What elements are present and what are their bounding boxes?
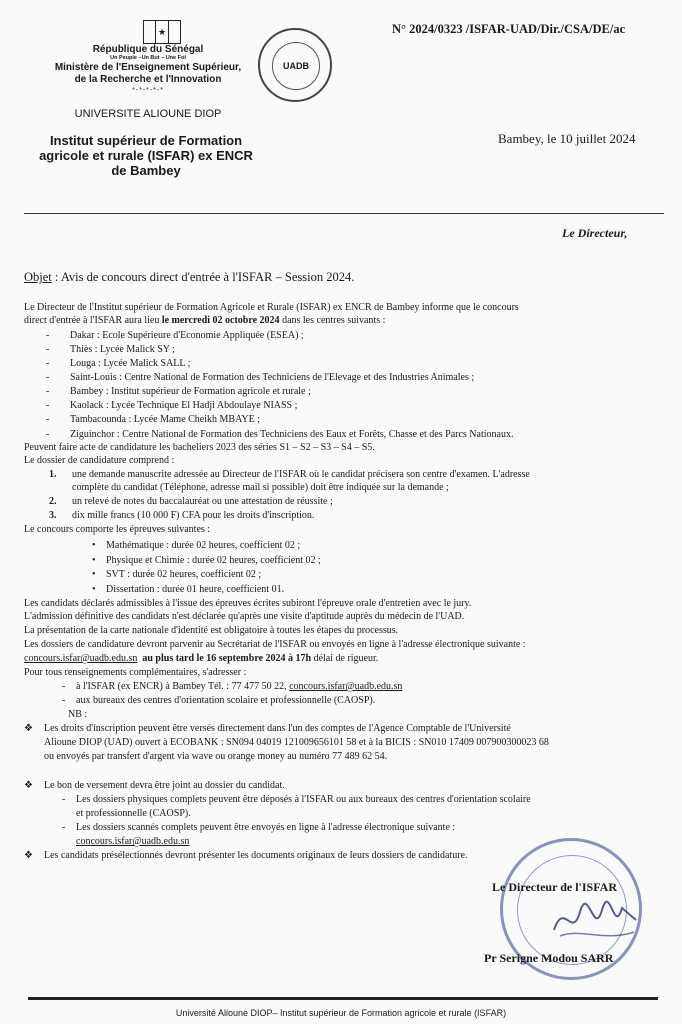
handwritten-signature <box>550 890 640 950</box>
ministry-name: Ministère de l'Enseignement Supérieur, de la Recherche et l'Innovation <box>54 62 242 85</box>
paragraph-deadline: concours.isfar@uadb.edu.sn au plus tard le 16 septembre 2024 à 17h délai de rigueur. <box>24 653 379 664</box>
signatory-name: Pr Serigne Modou SARR <box>484 951 614 965</box>
dossier-item: un relevé de notes du baccalauréat ou une attestation de réussite ; <box>72 496 333 507</box>
paragraph-admission: L'admission définitive des candidats n'est déclarée qu'après une visite d'aptitude auprès du médecin de l'UAD. <box>24 611 465 622</box>
info-title: Pour tous renseignements complémentaires, s'adresser : <box>24 667 247 678</box>
subject-text: : Avis de concours direct d'entrée à l'ISFAR – Session 2024. <box>51 270 355 284</box>
eligibility-text: Peuvent faire acte de candidature les bacheliers 2023 des séries S1 – S2 – S3 – S4 – S5. <box>24 442 375 453</box>
nb-payment-line-2: Alioune DIOP (UAD) ouvert à ECOBANK : SN094 04019 121009656101 58 et à la BICIS : SN010 17409 007900300023 68 <box>44 737 549 748</box>
bullet-dot: • <box>92 555 96 566</box>
diamond-bullet-icon: ❖ <box>24 780 33 791</box>
exam-item: Dissertation : durée 01 heure, coefficient 01. <box>106 584 285 595</box>
list-dash: - <box>46 400 50 411</box>
center-item: Dakar : Ecole Supérieure d'Economie Appliquée (ESEA) ; <box>70 330 304 341</box>
email-link[interactable]: concours.isfar@uadb.edu.sn <box>289 681 403 692</box>
paragraph-submission: Les dossiers de candidature devront parvenir au Secrétariat de l'ISFAR ou envoyés en ligne à l'adresse électronique suivante : <box>24 639 526 650</box>
nb-payment-line-3: ou envoyés par transfert d'argent via wave ou orange money au numéro 77 489 62 54. <box>44 751 388 762</box>
email-link[interactable]: concours.isfar@uadb.edu.sn <box>76 836 190 847</box>
dossier-title: Le dossier de candidature comprend : <box>24 455 175 466</box>
separator-stars: *-*-*-*-* <box>132 87 164 94</box>
nb-payment-line-1: Les droits d'inscription peuvent être versés directement dans l'un des comptes de l'Agence Comptable de l'Université <box>44 723 511 734</box>
nb-physical-line-2: et professionnelle (CAOSP). <box>76 808 191 819</box>
seal-label: UADB <box>272 42 320 90</box>
list-dash: - <box>62 794 66 805</box>
reference-number: N° 2024/0323 /ISFAR-UAD/Dir./CSA/DE/ac <box>392 22 626 36</box>
dossier-item-continued: complète du candidat (Téléphone, adresse mail si possible) doit être indiquée sur la demande ; <box>72 482 449 493</box>
list-dash: - <box>62 822 66 833</box>
dossier-item: une demande manuscrite adressée au Directeur de l'ISFAR où le candidat précisera son centre d'examen. L'adresse <box>72 469 530 480</box>
republic-name: République du Sénégal <box>92 44 204 55</box>
center-item: Saint-Louis : Centre National de Formation des Techniciens de l'Elevage et des Industries Animales ; <box>70 372 475 383</box>
director-label: Le Directeur, <box>562 226 628 240</box>
dossier-item: dix mille francs (10 000 F) CFA pour les droits d'inscription. <box>72 510 315 521</box>
center-item: Kaolack : Lycée Technique El Hadji Abdoulaye NIASS ; <box>70 400 298 411</box>
center-item: Louga : Lycée Malick SALL ; <box>70 358 191 369</box>
footer-text: Université Alioune DIOP– Institut supérieur de Formation agricole et rurale (ISFAR) <box>175 1008 507 1018</box>
info-item: aux bureaux des centres d'orientation scolaire et professionnelle (CAOSP). <box>76 695 376 706</box>
dossier-item-number: 1. <box>49 469 57 480</box>
list-dash: - <box>46 344 50 355</box>
center-item: Bambey : Institut supérieur de Formation agricole et rurale ; <box>70 386 311 397</box>
exam-item: Physique et Chimie : durée 02 heures, coefficient 02 ; <box>106 555 321 566</box>
intro-line-2: direct d'entrée à l'ISFAR aura lieu le mercredi 02 octobre 2024 dans les centres suivants : <box>24 315 386 326</box>
list-dash: - <box>62 681 66 692</box>
institute-name: Institut supérieur de Formation agricole et rurale (ISFAR) ex ENCR de Bambey <box>39 133 253 178</box>
diamond-bullet-icon: ❖ <box>24 723 33 734</box>
dossier-item-number: 2. <box>49 496 57 507</box>
subject-label: Objet <box>24 270 52 284</box>
info-item: à l'ISFAR (ex ENCR) à Bambey Tél. : 77 477 50 22, concours.isfar@uadb.edu.sn <box>76 681 403 692</box>
list-dash: - <box>46 372 50 383</box>
list-dash: - <box>46 429 50 440</box>
diamond-bullet-icon: ❖ <box>24 850 33 861</box>
bullet-dot: • <box>92 540 96 551</box>
list-dash: - <box>62 695 66 706</box>
nb-label: NB : <box>68 709 88 720</box>
paragraph-id-card: La présentation de la carte nationale d'identité est obligatoire à toutes les étapes du processus. <box>24 625 399 636</box>
list-dash: - <box>46 386 50 397</box>
footer-divider <box>28 997 658 1000</box>
signatory-title: Le Directeur de l'ISFAR <box>492 880 617 894</box>
nb-physical-line-1: Les dossiers physiques complets peuvent être déposés à l'ISFAR ou aux bureaux des centres d'orientation scolaire <box>76 794 531 805</box>
dossier-item-number: 3. <box>49 510 57 521</box>
list-dash: - <box>46 330 50 341</box>
center-item: Ziguinchor : Centre National de Formation des Techniciens des Eaux et Forêts, Chasse et des Parcs Nationaux. <box>70 429 514 440</box>
senegal-flag-icon: ★ <box>143 20 181 44</box>
national-motto: Un Peuple –Un But – Une Foi <box>110 55 186 61</box>
paragraph-oral: Les candidats déclarés admissibles à l'issue des épreuves écrites subiront l'épreuve orale d'entretien avec le jury. <box>24 598 472 609</box>
bullet-dot: • <box>92 569 96 580</box>
nb-originals: Les candidats présélectionnés devront présenter les documents originaux de leurs dossiers de candidature. <box>44 850 468 861</box>
exam-item: Mathématique : durée 02 heures, coefficient 02 ; <box>106 540 301 551</box>
center-item: Tambacounda : Lycée Mame Cheikh MBAYE ; <box>70 414 260 425</box>
deadline: au plus tard le 16 septembre 2024 à 17h <box>142 653 312 664</box>
exam-date: le mercredi 02 octobre 2024 <box>161 315 280 326</box>
center-item: Thiès : Lycée Malick SY ; <box>70 344 175 355</box>
list-dash: - <box>46 358 50 369</box>
intro-line-1: Le Directeur de l'Institut supérieur de Formation Agricole et Rurale (ISFAR) ex ENCR de Bambey informe que le concours <box>24 302 519 313</box>
list-dash: - <box>46 414 50 425</box>
exams-title: Le concours comporte les épreuves suivantes : <box>24 524 211 535</box>
exam-item: SVT : durée 02 heures, coefficient 02 ; <box>106 569 262 580</box>
nb-scanned-line-1: Les dossiers scannés complets peuvent être envoyés en ligne à l'adresse électronique suivante : <box>76 822 456 833</box>
date-line: Bambey, le 10 juillet 2024 <box>498 131 636 146</box>
bullet-dot: • <box>92 584 96 595</box>
email-link[interactable]: concours.isfar@uadb.edu.sn <box>24 653 138 664</box>
university-name: UNIVERSITE ALIOUNE DIOP <box>74 108 222 120</box>
nb-receipt: Le bon de versement devra être joint au dossier du candidat. <box>44 780 285 791</box>
